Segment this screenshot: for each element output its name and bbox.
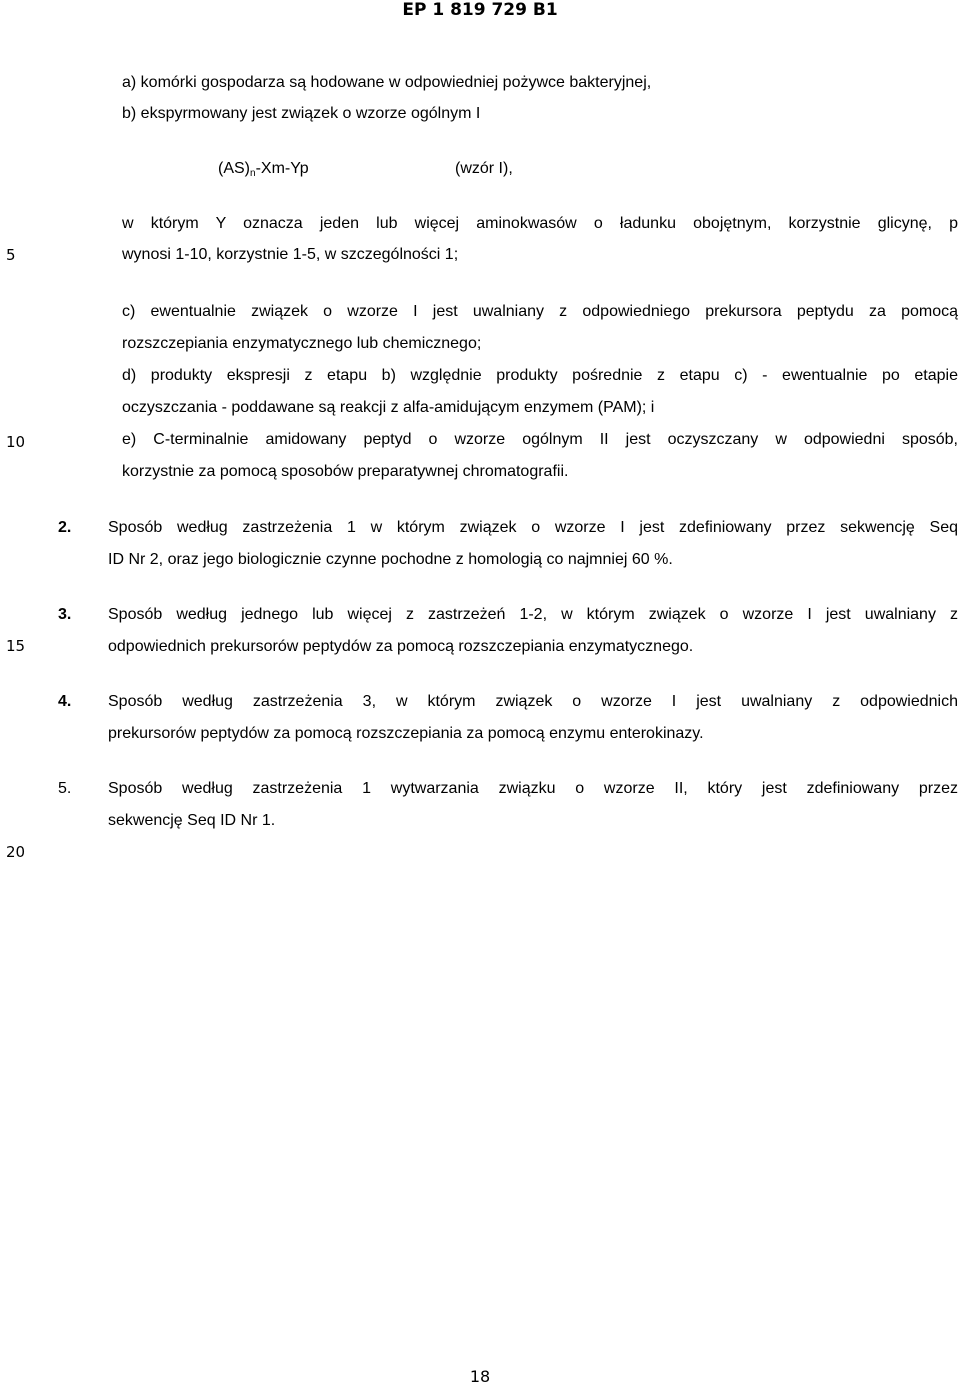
line-number-15: 15: [6, 637, 26, 655]
formula-as: (AS): [218, 160, 250, 177]
step-e-line-1: e) C-terminalnie amidowany peptyd o wzorze ogólnym II jest oczyszczany w odpowiedni sposób,: [122, 431, 958, 448]
formula-subscript: n: [250, 168, 256, 179]
line-number-20: 20: [6, 843, 26, 861]
step-d-line-1: d) produkty ekspresji z etapu b) względnie produkty pośrednie z etapu c) - ewentualnie po etapie: [122, 367, 958, 384]
claim-2-number: 2.: [58, 519, 72, 536]
step-d-line-2: oczyszczania - poddawane są reakcji z alfa-amidującym enzymem (PAM); i: [122, 399, 655, 416]
step-c-line-2: rozszczepiania enzymatycznego lub chemicznego;: [122, 335, 482, 352]
claim-4-number: 4.: [58, 693, 72, 710]
claim-3-line-2: odpowiednich prekursorów peptydów za pomocą rozszczepiania enzymatycznego.: [108, 638, 694, 655]
claim-4-line-1: Sposób według zastrzeżenia 3, w którym związek o wzorze I jest uwalniany z odpowiednich: [108, 693, 958, 710]
page-number: 18: [469, 1367, 491, 1386]
claim-2-line-2: ID Nr 2, oraz jego biologicznie czynne pochodne z homologią co najmniej 60 %.: [108, 551, 673, 568]
claim-2-line-1: Sposób według zastrzeżenia 1 w którym związek o wzorze I jest zdefiniowany przez sekwencję Seq: [108, 519, 958, 536]
claim-3-number: 3.: [58, 606, 72, 623]
formula-label: (wzór I),: [455, 160, 513, 177]
claim-5-line-2: sekwencję Seq ID Nr 1.: [108, 812, 276, 829]
formula: [218, 160, 309, 179]
step-a: a) komórki gospodarza są hodowane w odpowiedniej pożywce bakteryjnej,: [122, 74, 652, 91]
line-number-10: 10: [6, 433, 26, 451]
definition-line-1: w którym Y oznacza jeden lub więcej aminokwasów o ładunku obojętnym, korzystnie glicynę, p: [122, 215, 958, 232]
step-c-line-1: c) ewentualnie związek o wzorze I jest uwalniany z odpowiedniego prekursora peptydu za pomocą: [122, 303, 958, 320]
claim-5-number: 5.: [58, 780, 72, 797]
step-b: b) ekspyrmowany jest związek o wzorze ogólnym I: [122, 105, 481, 122]
claim-5-line-1: Sposób według zastrzeżenia 1 wytwarzania związku o wzorze II, który jest zdefiniowany przez: [108, 780, 958, 797]
definition-line-2: wynosi 1-10, korzystnie 1-5, w szczególności 1;: [122, 246, 459, 263]
formula-rest: -Xm-Yp: [255, 160, 309, 177]
claim-3-line-1: Sposób według jednego lub więcej z zastrzeżeń 1-2, w którym związek o wzorze I jest uwalniany z: [108, 606, 958, 623]
patent-number: EP 1 819 729 B1: [402, 0, 558, 20]
line-number-5: 5: [6, 246, 16, 264]
claim-4-line-2: prekursorów peptydów za pomocą rozszczepiania za pomocą enzymu enterokinazy.: [108, 725, 704, 742]
step-e-line-2: korzystnie za pomocą sposobów preparatywnej chromatografii.: [122, 463, 569, 480]
